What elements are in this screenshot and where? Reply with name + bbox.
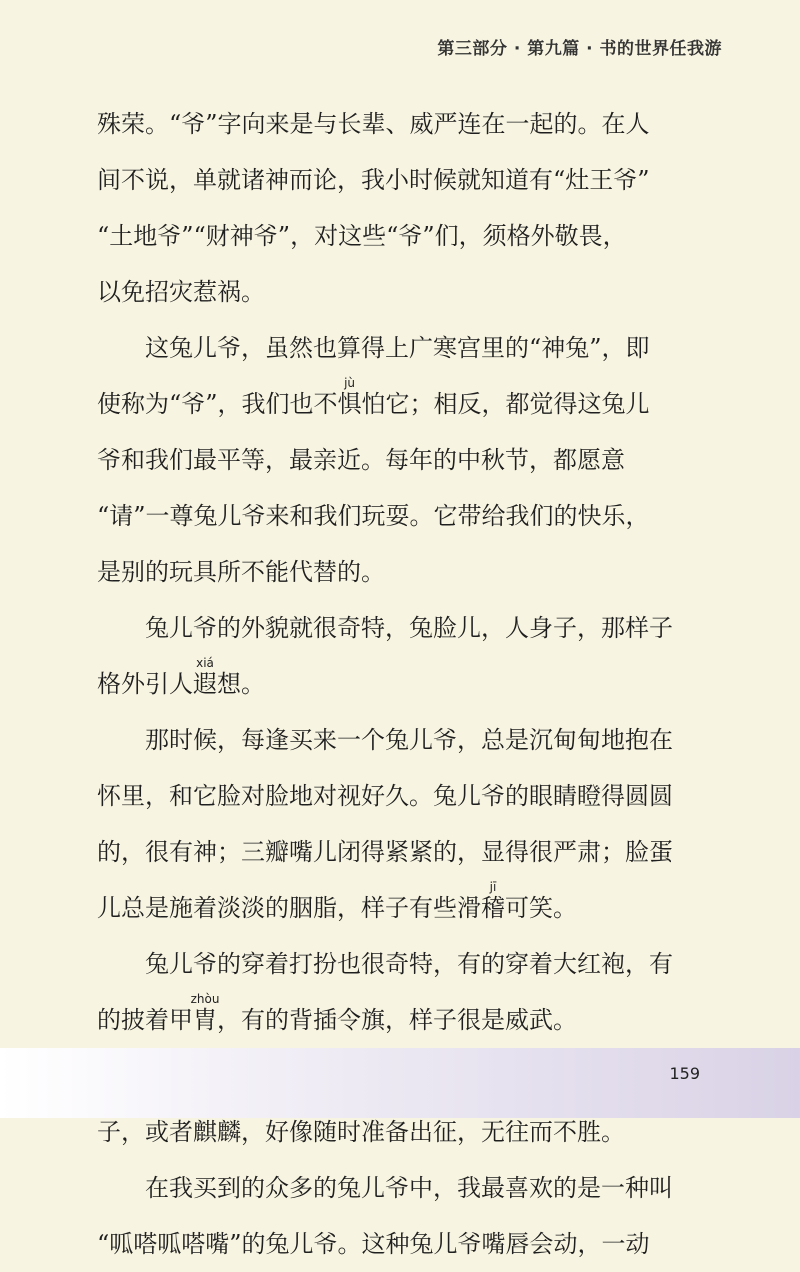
- text-segment: 格外引人: [97, 670, 193, 698]
- text-line: [97, 880, 717, 936]
- text-segment: ，有的背插令旗，样子很是威武。: [217, 1006, 577, 1034]
- text-line: 的，很有神；三瓣嘴儿闭得紧紧的，显得很严肃；脸蛋: [97, 838, 673, 866]
- text-line: 那时候，每逢买来一个兔儿爷，总是沉甸甸地抱在: [145, 726, 673, 754]
- page-footer: [0, 1048, 800, 1118]
- text-segment: 怕它；相反，都觉得这兔儿: [361, 390, 650, 418]
- pinyin-label: jī: [481, 880, 505, 894]
- text-line: 怀里，和它脸对脸地对视好久。兔儿爷的眼睛瞪得圆圆: [97, 782, 673, 810]
- text-segment: 的披着甲: [97, 1006, 193, 1034]
- pinyin-annotated-char: 惧jù: [337, 376, 362, 418]
- text-line: 间不说，单就诸神而论，我小时候就知道有“灶王爷”: [97, 166, 650, 194]
- text-segment: 使称为“爷”，我们也不: [97, 390, 338, 418]
- pinyin-label: zhòu: [190, 992, 220, 1006]
- paragraph: [97, 936, 717, 1048]
- text-line: “呱嗒呱嗒嘴”的兔儿爷。这种兔儿爷嘴唇会动，一动: [97, 1230, 650, 1258]
- text-line: 兔儿爷的外貌就很奇特，兔脸儿，人身子，那样子: [145, 614, 673, 642]
- page-header: [0, 0, 800, 72]
- pinyin-label: jù: [337, 376, 362, 390]
- text-line: [97, 656, 717, 712]
- text-line: 以免招灾惹祸。: [97, 278, 265, 306]
- pinyin-annotated-char: 稽jī: [481, 880, 505, 922]
- text-line: 爷和我们最平等，最亲近。每年的中秋节，都愿意: [97, 446, 625, 474]
- paragraph: [97, 96, 717, 320]
- text-segment: 子，或者: [97, 1118, 193, 1146]
- pinyin-label: xiá: [193, 656, 217, 670]
- text-line: 在我买到的众多的兔儿爷中，我最喜欢的是一种叫: [145, 1174, 673, 1202]
- pinyin-annotated-char: 遐xiá: [193, 656, 217, 698]
- paragraph: [97, 600, 717, 712]
- pinyin-annotated-char: 麟: [217, 1118, 241, 1146]
- paragraph: [97, 1160, 717, 1272]
- text-segment: 可笑。: [505, 894, 577, 922]
- paragraph: [97, 320, 717, 600]
- text-line: 殊荣。“爷”字向来是与长辈、威严连在一起的。在人: [97, 110, 650, 138]
- section-title: 第三部分 · 第九篇 · 书的世界任我游: [437, 39, 722, 59]
- pinyin-annotated-char: 麒: [193, 1118, 217, 1146]
- text-line: [97, 376, 717, 432]
- text-segment: 想。: [217, 670, 265, 698]
- text-line: [97, 992, 717, 1048]
- text-line: “请”一尊兔儿爷来和我们玩耍。它带给我们的快乐，: [97, 502, 650, 530]
- text-segment: ，好像随时准备出征，无往而不胜。: [241, 1118, 625, 1146]
- text-line: 是别的玩具所不能代替的。: [97, 558, 385, 586]
- page-number: 159: [669, 1064, 700, 1083]
- pinyin-annotated-char: 胄zhòu: [190, 992, 220, 1034]
- text-line: “土地爷”“财神爷”，对这些“爷”们，须格外敬畏，: [97, 222, 627, 250]
- text-line: 兔儿爷的穿着打扮也很奇特，有的穿着大红袍，有: [145, 950, 673, 978]
- text-segment: 儿总是施着淡淡的胭脂，样子有些滑: [97, 894, 481, 922]
- text-line: 这兔儿爷，虽然也算得上广寒宫里的“神兔”，即: [145, 334, 650, 362]
- paragraph: [97, 712, 717, 936]
